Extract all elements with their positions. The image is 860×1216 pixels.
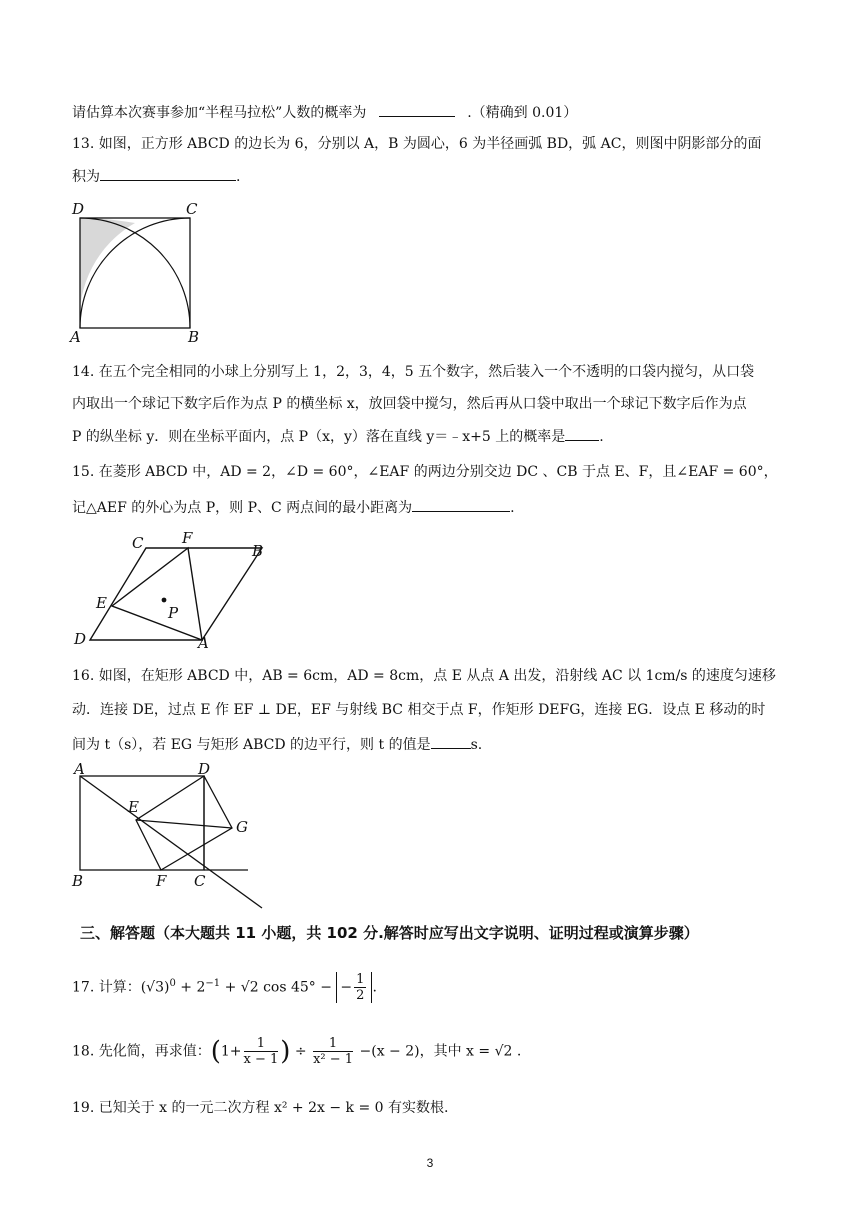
q17-prefix: 17. 计算：	[72, 979, 141, 996]
q14-text: P 的纵坐标 y．则在坐标平面内，点 P（x，y）落在直线 y＝﹣x+5 上的概率是	[72, 429, 566, 445]
q18-f2-num: 1	[313, 1036, 353, 1052]
q16-line1: 16. 如图，在矩形 ABCD 中，AB = 6cm，AD = 8cm，点 E 从点 A 出发，沿射线 AC 以 1cm/s 的速度匀速移	[72, 668, 776, 684]
q13-shaded-region-fill	[80, 218, 135, 328]
q15-line2: 记△AEF 的外心为点 P，则 P、C 两点间的最小距离为 .	[72, 497, 515, 518]
q13-label-a: A	[70, 328, 81, 346]
q15-label-d: D	[74, 630, 87, 648]
q17-end: .	[372, 979, 377, 996]
q18-line: 18. 先化简，再求值：(1+ $\frac{1}{x - 1}$ ) ÷ $\frac{1}{\text{x² − 1}}$ −(x − 2)，其中 x = √2 .	[72, 1036, 522, 1067]
q15-label-p: P	[168, 604, 179, 622]
q17-expr-a: (√3)	[140, 979, 170, 996]
q13-figure	[66, 200, 216, 346]
q14-line3: P 的纵坐标 y．则在坐标平面内，点 P（x，y）落在直线 y＝﹣x+5 上的概率是 .	[72, 426, 604, 447]
q16-label-b: B	[72, 872, 84, 890]
q18-tail: (x − 2)	[371, 1043, 420, 1060]
q15-text: 记△AEF 的外心为点 P，则 P、C 两点间的最小距离为	[72, 500, 413, 516]
q15-figure	[72, 528, 272, 650]
q17-frac-num: 1	[356, 972, 365, 987]
q16-text: 间为 t（s），若 EG 与矩形 ABCD 的边平行，则 t 的值是	[72, 737, 431, 753]
q13-text: 积为	[72, 169, 100, 185]
q15-triangle-aef	[112, 548, 202, 640]
q16-label-f: F	[156, 872, 167, 890]
q15-point-p	[162, 598, 167, 603]
q15-label-f: F	[182, 529, 193, 547]
q16-label-g: G	[236, 818, 248, 836]
q18-div: ÷	[294, 1043, 307, 1060]
q16-label-c: C	[194, 872, 206, 890]
q17-exp-m1: −1	[205, 977, 221, 989]
q16-answer-blank[interactable]	[431, 734, 471, 749]
q15-label-b: B	[252, 542, 264, 560]
q16-line2: 动．连接 DE，过点 E 作 EF ⊥ DE，EF 与射线 BC 相交于点 F，作矩形 DEFG，连接 EG．设点 E 移动的时	[72, 702, 766, 718]
q14-answer-blank[interactable]	[565, 426, 599, 441]
q16-label-e: E	[128, 798, 139, 816]
q12-after: .（精确到 0.01）	[467, 105, 578, 121]
q13-label-d: D	[72, 200, 85, 218]
q15-label-e: E	[96, 594, 107, 612]
q16-label-a: A	[74, 760, 85, 778]
q12-tail	[72, 102, 577, 123]
q18-minus: −	[359, 1043, 372, 1060]
q17-expr-b: + 2	[175, 979, 206, 996]
q18-f2-den: x² − 1	[313, 1052, 354, 1067]
q16-unit: s.	[470, 737, 483, 753]
q15-answer-blank[interactable]	[412, 497, 510, 512]
q18-one: 1+	[220, 1043, 242, 1060]
q13-label-c: C	[186, 200, 198, 218]
q16-ray-ac	[80, 776, 262, 908]
q13-label-b: B	[188, 328, 200, 346]
q15-line1: 15. 在菱形 ABCD 中，AD = 2，∠D = 60°，∠EAF 的两边分别交边 DC 、CB 于点 E、F，且∠EAF = 60°，	[72, 464, 778, 480]
q17-fraction	[354, 972, 366, 1003]
q15-label-c: C	[132, 534, 144, 552]
q17-line	[72, 972, 377, 1003]
q18-fraction-2	[313, 1036, 353, 1067]
q17-frac-den: 2	[356, 988, 365, 1003]
q12-text: 请估算本次赛事参加“半程马拉松”人数的概率为	[72, 105, 367, 121]
q17-exp-0: 0	[169, 977, 176, 989]
q17-abs-sign: −	[340, 979, 353, 996]
q15-label-a: A	[198, 634, 209, 650]
section-3-header: 三、解答题（本大题共 11 小题，共 102 分.解答时应写出文字说明、证明过程或演算步骤）	[80, 924, 699, 942]
q13-line1: 13. 如图，正方形 ABCD 的边长为 6，分别以 A，B 为圆心，6 为半径画弧 BD，弧 AC，则图中阴影部分的面	[72, 136, 762, 152]
q12-answer-blank[interactable]	[379, 102, 455, 117]
q17-expr-c: + √2 cos 45° −	[220, 979, 332, 996]
q16-label-d: D	[198, 760, 211, 778]
q15-rhombus	[90, 548, 262, 640]
q14-line1: 14. 在五个完全相同的小球上分别写上 1，2，3，4，5 五个数字，然后装入一个不透明的口袋内搅匀，从口袋	[72, 364, 755, 380]
q18-f1-den: x − 1	[243, 1052, 279, 1067]
q16-figure	[66, 758, 266, 914]
q16-rectangle-defg	[136, 776, 232, 870]
q14-line2: 内取出一个球记下数字后作为点 P 的横坐标 x，放回袋中搅匀，然后再从口袋中取出一个球记下数字后作为点	[72, 396, 747, 412]
q13-line2: 积为 .	[72, 166, 240, 187]
q18-prefix: 18. 先化简，再求值：	[72, 1043, 211, 1060]
q13-answer-blank[interactable]	[100, 166, 236, 181]
q18-where: ，其中 x = √2 .	[419, 1043, 522, 1060]
q18-fraction-1	[244, 1036, 279, 1067]
q18-f1-num: 1	[244, 1036, 279, 1052]
q17-absolute-value	[336, 972, 372, 1003]
page-number: 3	[426, 1156, 434, 1170]
q19-line: 19. 已知关于 x 的一元二次方程 x² + 2x − k = 0 有实数根.	[72, 1100, 449, 1116]
q16-line3	[72, 734, 482, 755]
